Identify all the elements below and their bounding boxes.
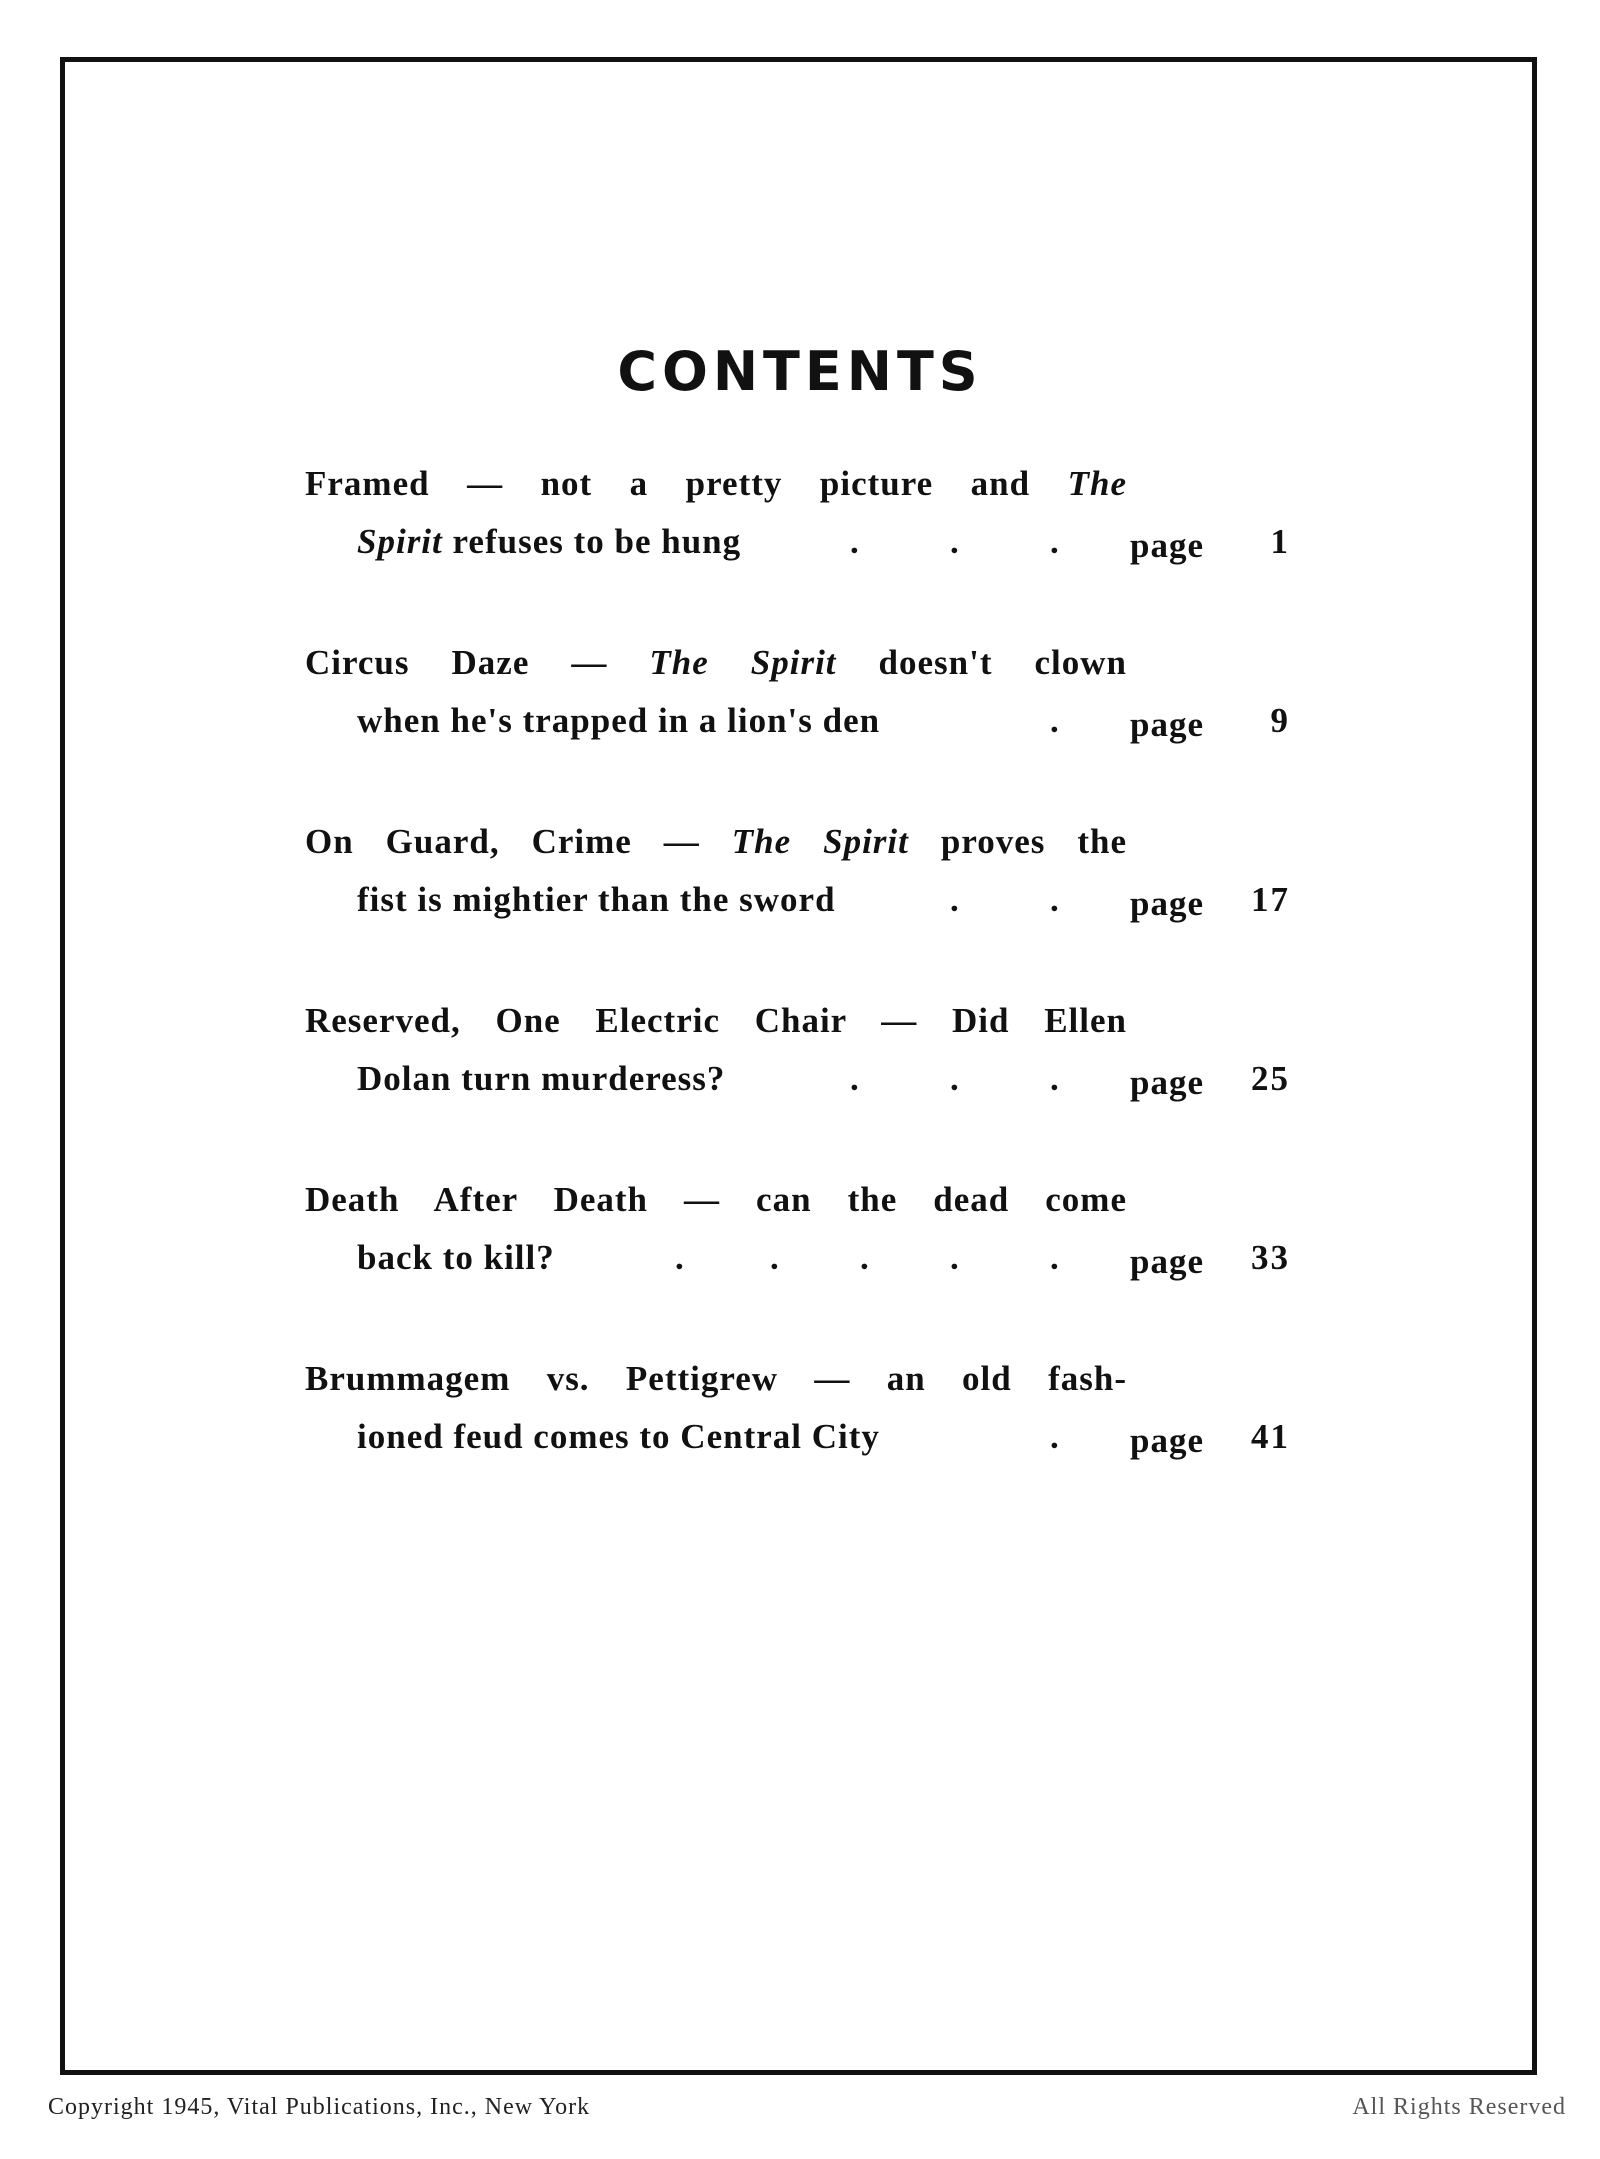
leader-dot: . [1050,522,1059,561]
toc-title-italic: The [1067,464,1127,503]
leader-dot: . [770,1238,779,1277]
toc-title-text: Reserved, One Electric Chair — Did Ellen [305,1001,1127,1040]
toc-entry-subtitle [305,513,1290,571]
copyright-notice: Copyright 1945, Vital Publications, Inc., New York [48,2094,591,2120]
page-label: page [1130,526,1204,565]
toc-title-text: Framed — not a pretty picture and [305,464,1068,503]
toc-entry-subtitle [305,1408,1290,1466]
toc-entry[interactable] [305,1171,1290,1350]
page-number: 33 [1251,1238,1290,1277]
toc-desc-text: ioned feud comes to Central City [357,1417,880,1456]
toc-entry-description [357,1408,880,1466]
leader-dot: . [1050,1417,1059,1456]
page-number: 9 [1270,701,1290,740]
toc-entry-description [357,513,741,571]
page-number: 25 [1251,1059,1290,1098]
toc-desc-text: Dolan turn murderess? [357,1059,726,1098]
leader-dot: . [675,1238,684,1277]
toc-entry-subtitle [305,692,1290,750]
toc-entry-title [305,634,1127,692]
toc-title-text: Brummagem vs. Pettigrew — an old fash- [305,1359,1127,1398]
toc-title-text-tail: proves the [908,822,1127,861]
toc-entry[interactable] [305,1350,1290,1529]
toc-entry-description [357,871,836,929]
toc-entry-subtitle [305,1229,1290,1287]
leader-dot: . [1050,701,1059,740]
page-label: page [1130,1421,1204,1460]
toc-entry[interactable] [305,634,1290,813]
page-label: page [1130,884,1204,923]
table-of-contents [305,455,1290,1529]
leader-dot: . [950,1059,959,1098]
leader-dot: . [1050,1059,1059,1098]
toc-title-text-tail: doesn't clown [836,643,1128,682]
toc-entry[interactable] [305,455,1290,634]
page-number: 1 [1270,522,1290,561]
toc-entry-title [305,813,1127,871]
toc-title-italic: The Spirit [649,643,837,682]
toc-title-text: Circus Daze — [305,643,650,682]
toc-desc-text: fist is mightier than the sword [357,880,836,919]
page-label: page [1130,1242,1204,1281]
leader-dot: . [850,1059,859,1098]
toc-desc-italic: Spirit [357,522,443,561]
page-title: CONTENTS [617,340,983,403]
leader-dot: . [1050,880,1059,919]
toc-desc-text: refuses to be hung [442,522,742,561]
toc-entry-subtitle [305,1050,1290,1108]
leader-dot: . [950,522,959,561]
toc-entry-title [305,1171,1127,1229]
toc-entry-description [357,692,880,750]
page-number: 41 [1251,1417,1290,1456]
toc-title-text: On Guard, Crime — [305,822,732,861]
leader-dot: . [950,880,959,919]
toc-desc-text: when he's trapped in a lion's den [357,701,881,740]
leader-dot: . [1050,1238,1059,1277]
toc-desc-text: back to kill? [357,1238,555,1277]
leader-dot: . [850,522,859,561]
page-label: page [1130,705,1204,744]
toc-entry-subtitle [305,871,1290,929]
rights-notice: All Rights Reserved [1352,2094,1566,2120]
page-number: 17 [1251,880,1290,919]
leader-dot: . [950,1238,959,1277]
toc-title-italic: The Spirit [731,822,909,861]
toc-entry-title [305,1350,1127,1408]
toc-entry[interactable] [305,992,1290,1171]
toc-entry-title [305,455,1127,513]
leader-dot: . [860,1238,869,1277]
toc-entry-title [305,992,1127,1050]
toc-entry-description [357,1050,725,1108]
page-label: page [1130,1063,1204,1102]
toc-title-text: Death After Death — can the dead come [305,1180,1127,1219]
toc-entry[interactable] [305,813,1290,992]
toc-entry-description [357,1229,555,1287]
